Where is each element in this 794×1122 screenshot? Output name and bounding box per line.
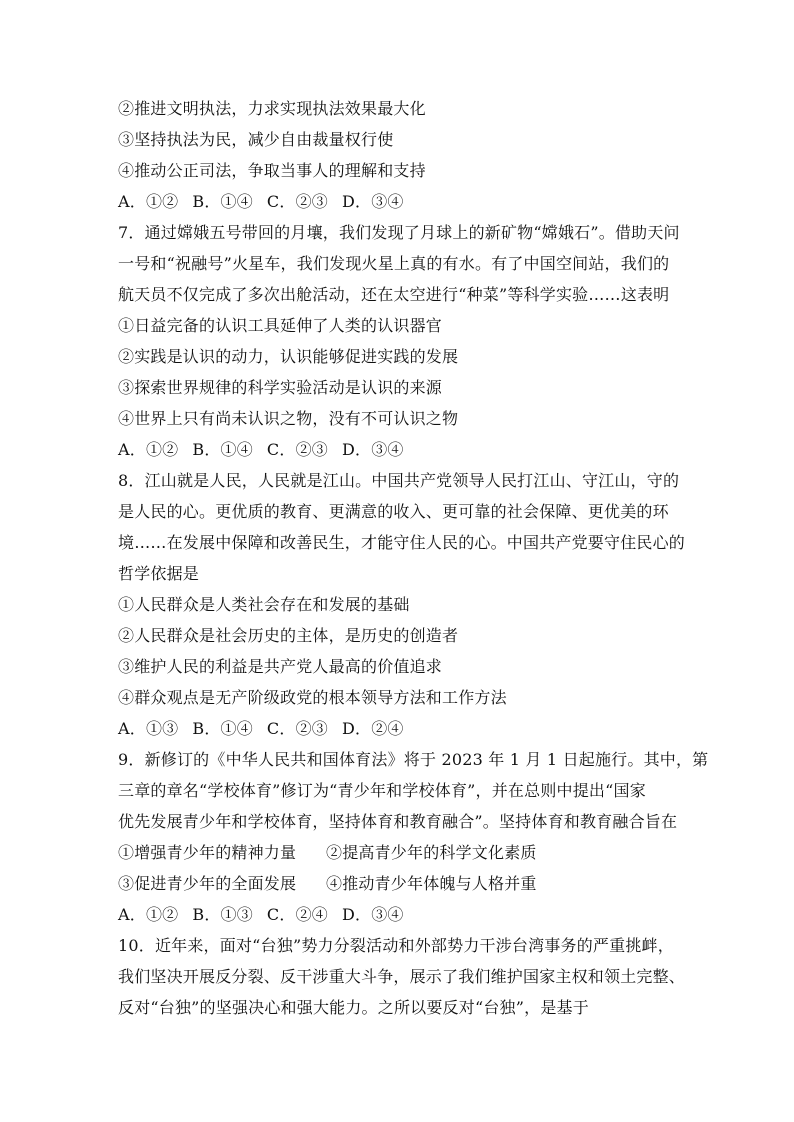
option-item: ②人民群众是社会历史的主体，是历史的创造者: [118, 626, 459, 645]
choice-a: A．①②: [118, 192, 179, 211]
question-stem-line: 10．近年来，面对“台独”势力分裂活动和外部势力干涉台湾事务的严重挑衅，: [118, 936, 674, 955]
choice-b: B．①④: [192, 440, 253, 459]
question-stem-line: 9．新修订的《中华人民共和国体育法》将于 2023 年 1 月 1 日起施行。其中，第: [118, 750, 709, 769]
answer-choices: [118, 899, 698, 930]
choice-a: A．①②: [118, 905, 179, 924]
choice-b: B．①③: [192, 905, 253, 924]
question-6-tail: [118, 93, 698, 217]
option-item: ③促进青少年的全面发展: [118, 874, 297, 893]
question-stem-line: 反对“台独”的坚强决心和强大能力。之所以要反对“台独”，是基于: [118, 998, 589, 1017]
question-stem-line: 三章的章名“学校体育”修订为“青少年和学校体育”，并在总则中提出“国家: [118, 781, 646, 800]
option-row: [118, 868, 698, 899]
question-stem-line: 哲学依据是: [118, 564, 200, 583]
option-item: ③坚持执法为民，减少自由裁量权行使: [118, 130, 394, 149]
option-item: ④推动青少年体魄与人格并重: [326, 874, 537, 893]
option-item: ①增强青少年的精神力量: [118, 843, 297, 862]
question-stem-line: 是人民的心。更优质的教育、更满意的收入、更可靠的社会保障、更优美的环: [118, 502, 669, 521]
answer-choices: [118, 434, 698, 465]
question-8: [118, 465, 698, 744]
option-item: ④推动公正司法，争取当事人的理解和支持: [118, 161, 426, 180]
choice-d: D．③④: [341, 440, 404, 459]
choice-c: C．②③: [266, 192, 328, 211]
question-10: [118, 930, 698, 1023]
question-stem-line: 航天员不仅完成了多次出舱活动，还在太空进行“种菜”等科学实验……这表明: [118, 285, 670, 304]
question-stem-line: 8．江山就是人民，人民就是江山。中国共产党领导人民打江山、守江山，守的: [118, 471, 680, 490]
choice-d: D．③④: [341, 192, 404, 211]
answer-choices: [118, 713, 698, 744]
question-7: [118, 217, 698, 465]
question-stem-line: 境……在发展中保障和改善民生，才能守住人民的心。中国共产党要守住民心的: [118, 533, 686, 552]
exam-page: [118, 93, 709, 1023]
question-stem-line: 一号和“祝融号”火星车，我们发现火星上真的有水。有了中国空间站，我们的: [118, 254, 670, 273]
choice-b: B．①④: [192, 192, 253, 211]
choice-a: A．①③: [118, 719, 179, 738]
choice-a: A．①②: [118, 440, 179, 459]
option-item: ②实践是认识的动力，认识能够促进实践的发展: [118, 347, 459, 366]
question-stem-line: 优先发展青少年和学校体育，坚持体育和教育融合”。坚持体育和教育融合旨在: [118, 812, 678, 831]
option-item: ②提高青少年的科学文化素质: [326, 843, 537, 862]
option-item: ①人民群众是人类社会存在和发展的基础: [118, 595, 410, 614]
option-row: [118, 837, 698, 868]
option-item: ①日益完备的认识工具延伸了人类的认识器官: [118, 316, 443, 335]
choice-b: B．①④: [192, 719, 253, 738]
option-item: ④世界上只有尚未认识之物，没有不可认识之物: [118, 409, 459, 428]
question-stem-line: 7．通过嫦娥五号带回的月壤，我们发现了月球上的新矿物“嫦娥石”。借助天问: [118, 223, 680, 242]
choice-c: C．②④: [266, 905, 328, 924]
question-9: [118, 744, 709, 930]
question-stem-line: 我们坚决开展反分裂、反干涉重大斗争，展示了我们维护国家主权和领土完整、: [118, 967, 686, 986]
choice-d: D．②④: [341, 719, 404, 738]
option-item: ③探索世界规律的科学实验活动是认识的来源: [118, 378, 443, 397]
choice-c: C．②③: [266, 440, 328, 459]
choice-d: D．③④: [341, 905, 404, 924]
answer-choices: [118, 186, 698, 217]
option-item: ③维护人民的利益是共产党人最高的价值追求: [118, 657, 443, 676]
option-item: ④群众观点是无产阶级政党的根本领导方法和工作方法: [118, 688, 507, 707]
option-item: ②推进文明执法，力求实现执法效果最大化: [118, 99, 426, 118]
choice-c: C．②③: [266, 719, 328, 738]
